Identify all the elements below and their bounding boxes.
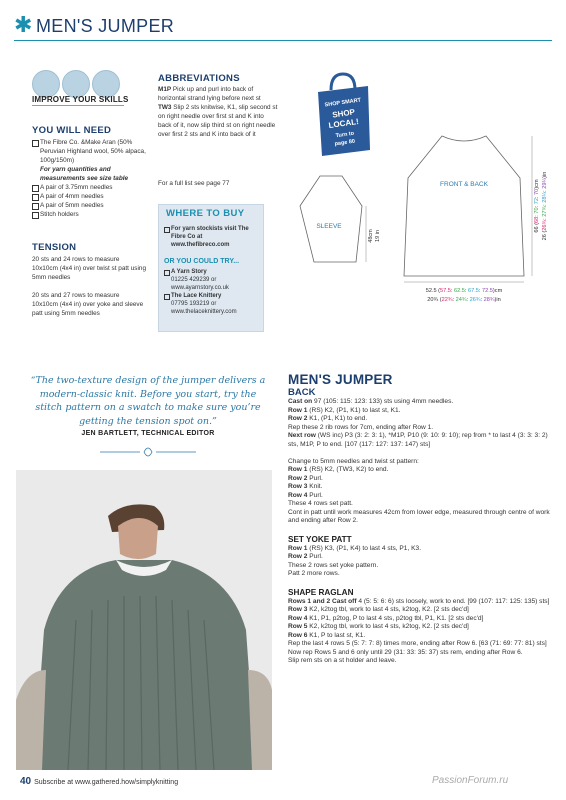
pattern-text: (RS) K3, (P1, K4) to last 4 sts, P1, K3. xyxy=(309,544,422,552)
length-value: 26 xyxy=(542,234,548,241)
improve-divider xyxy=(32,105,124,106)
abbreviations-text xyxy=(158,85,278,139)
pattern-text: Patt 2 more rows. xyxy=(288,570,340,577)
yoke-heading: SET YOKE PATT xyxy=(288,534,352,544)
page-footer xyxy=(20,776,178,787)
length-value: 26¾ xyxy=(542,219,548,231)
shop-name: A Yarn Story xyxy=(164,268,262,276)
watermark: PassionForum.ru xyxy=(432,775,509,786)
pattern-text: (RS) K2, (P1, K1) to last st, K1. xyxy=(309,406,401,414)
width-value: 28¾ xyxy=(483,297,495,303)
length-value: 66 xyxy=(534,226,540,233)
length-value: 68 xyxy=(534,216,540,223)
pattern-text: Purl. xyxy=(309,553,323,560)
pattern-text: Now rep Rows 5 and 6 only until 29 (31: 33: 35: 37) sts rem, ending after Row 6. xyxy=(288,648,523,656)
length-value: 28¼ xyxy=(542,191,548,203)
bag-line: page 80 xyxy=(334,138,356,148)
abbr-def: Pick up and purl into back of horizontal strand lying before next st xyxy=(158,86,261,102)
pattern-text: (RS) K2, (TW3, K2) to end. xyxy=(309,466,389,473)
shop-name: The Lace Knittery xyxy=(164,292,262,300)
checklist-note: For yarn quantities and measurements see size table xyxy=(40,166,129,182)
bag-line: LOCAL! xyxy=(328,116,360,131)
bag-line: SHOP SMART xyxy=(324,97,362,109)
abbr-term: TW3 xyxy=(158,104,172,111)
width-value: 22¾ xyxy=(441,297,453,303)
pattern-text: K2, k2tog tbl, work to last 4 sts, k2tog, K2. [2 sts dec'd] xyxy=(309,623,469,630)
checklist-item: A pair of 4mm needles xyxy=(32,192,152,201)
width-value: 24¾ xyxy=(455,297,467,303)
width-unit: cm xyxy=(494,288,503,294)
width-value: 20¾ xyxy=(427,297,439,303)
length-value: 72 xyxy=(534,198,540,205)
you-will-need-heading: YOU WILL NEED xyxy=(32,125,112,136)
pattern-text: Cont in patt until work measures 42cm from lower edge, measured through centre of work and ending after Row 2. xyxy=(288,508,550,524)
quote-author: JEN BARTLETT, TECHNICAL EDITOR xyxy=(81,430,215,437)
pattern-title: MEN'S JUMPER xyxy=(288,372,393,387)
abbr-def: Slip 2 sts knitwise, K1, slip second st on right needle over first st and K into back of it, now slip third st on right needle over first 2 sts and K into back of it xyxy=(158,104,278,138)
header-divider xyxy=(14,40,552,41)
pattern-text: 97 (105: 115: 123: 133) sts using 4mm needles. xyxy=(314,398,454,405)
sleeve-label: SLEEVE xyxy=(316,223,342,230)
or-heading: OR YOU COULD TRY... xyxy=(164,258,240,265)
abbreviations-footer: For a full list see page 77 xyxy=(158,180,230,187)
checklist-item: A pair of 5mm needles xyxy=(32,201,152,210)
pattern-text: K1, P to last st, K1. xyxy=(309,631,366,639)
tension-heading: TENSION xyxy=(32,242,77,253)
subscribe-link[interactable]: Subscribe at www.gathered.how/simplyknitting xyxy=(34,779,179,786)
checklist-item: The Fibre Co. &Make Aran (50% Peruvian Highland wool, 50% alpaca, 100g/150m) xyxy=(32,138,152,165)
length-value: 29¼ xyxy=(542,177,548,189)
length-value: 70 xyxy=(534,207,540,214)
garment-schematic xyxy=(292,110,556,330)
bag-line: Turn to xyxy=(335,130,355,140)
length-cm-dimension: 66 (68: 70: 72: 70)cm xyxy=(534,179,540,233)
tension-para: 20 sts and 27 rows to measure 10x10cm (4x4 in) over yoke and sleeve patt using 5mm needles xyxy=(32,292,144,317)
pattern-text: These 4 rows set patt. xyxy=(288,500,353,507)
back-heading: BACK xyxy=(288,387,316,398)
pattern-text: Rep the last 4 rows 5 (5: 7: 7: 8) times more, ending after Row 6. [63 (71: 69: 77: 81) sts] xyxy=(288,640,547,647)
raglan-heading: SHAPE RAGLAN xyxy=(288,587,354,597)
flourish-icon xyxy=(100,442,196,462)
length-value: 70 xyxy=(534,188,540,195)
page-number: 40 xyxy=(20,776,32,787)
pattern-text: Rep these 2 rib rows for 7cm, ending after Row 1. xyxy=(288,423,434,431)
width-unit: in xyxy=(496,297,501,303)
tension-para: 20 sts and 24 rows to measure 10x10cm (4x4 in) over twist st patt using 5mm needles xyxy=(32,256,147,281)
pattern-text: K1, (P1, K1) to end. xyxy=(309,415,368,422)
width-value: 57.5 xyxy=(440,288,451,294)
abbreviations-heading: ABBREVIATIONS xyxy=(158,73,240,84)
pattern-text: K2, k2tog tbl, work to last 4 sts, k2tog, K2. [2 sts dec'd] xyxy=(309,606,469,613)
yarn-balls-icon xyxy=(32,70,122,94)
tension-text xyxy=(32,255,147,318)
page-header xyxy=(14,14,554,38)
shop-details: 07795 193219 or www.thelaceknittery.com xyxy=(171,301,237,315)
stockists-item: For yarn stockists visit The Fibre Co at www.thefibreco.com xyxy=(164,225,262,249)
width-cm-dimension: 52.5 (57.5: 62.5: 67.5: 72.5)cm xyxy=(425,288,503,294)
page-title: MEN'S JUMPER xyxy=(36,16,175,36)
pattern-text: 4 (5: 5: 6: 6) sts loosely, work to end. [99 (107: 117: 125: 135) sts] xyxy=(358,597,550,605)
pattern-text: Purl. xyxy=(309,474,323,482)
you-will-need-list xyxy=(32,138,152,219)
pattern-text: Purl. xyxy=(309,491,323,499)
width-in-dimension: 20¾ (22¾: 24¾: 26¾: 28¾)in xyxy=(427,297,501,303)
where-to-buy-heading: WHERE TO BUY xyxy=(166,208,245,219)
length-unit: in xyxy=(542,171,548,176)
pattern-text: Slip rem sts on a st holder and leave. xyxy=(288,657,397,664)
length-in-dimension: 26 (26¾: 27¾: 28¼: 29¼)in xyxy=(542,171,548,241)
width-value: 26¾ xyxy=(469,297,481,303)
pattern-text: Change to 5mm needles and twist st pattern: xyxy=(288,457,419,465)
pattern-text: Knit. xyxy=(309,483,323,490)
star-icon: ✱ xyxy=(14,12,33,37)
pattern-text: These 2 rows set yoke pattern. xyxy=(288,561,379,569)
sleeve-length-in: 19 in xyxy=(375,230,381,242)
model-photo xyxy=(16,470,272,770)
shops-list xyxy=(164,268,262,316)
improve-skills-label: IMPROVE YOUR SKILLS xyxy=(32,95,129,104)
width-value: 52.5 xyxy=(425,288,437,294)
width-value: 62.5 xyxy=(454,288,465,294)
bag-line: SHOP xyxy=(331,107,356,120)
shop-details: 01225 429239 or www.ayarnstory.co.uk xyxy=(171,277,229,291)
pull-quote: “The two-texture design of the jumper delivers a modern-classic knit. Before you start, try the stitch pattern on a swatch to make sure you’re getting the tension spot on.” xyxy=(30,375,266,427)
sleeve-length-cm: 48cm xyxy=(368,229,374,243)
width-value: 67.5 xyxy=(468,288,479,294)
width-value: 72.5 xyxy=(482,288,493,294)
pattern-text: (WS inc) P3 (3: 2: 3: 1), *M1P, P10 (9: 10: 9: 10); rep from * to last 4 (3: 3: 3: 2) sts, M1P, P to end. [107 (117: 127: 137: 147) sts] xyxy=(288,432,548,448)
pattern-text: K1, P1, p2tog, P to last 4 sts, p2tog tbl, P1, K1. [2 sts dec'd] xyxy=(309,614,484,622)
abbr-term: M1P xyxy=(158,86,172,93)
pattern-column: MEN'S JUMPER BACK Cast on 97 (105: 115: 123: 133) sts using 4mm needles. Row 1 (RS) K2, (P1, K1) to last st, K1. Row 2 K1, (P1, K1) to end. Rep these 2 rib rows for 7cm, ending after Row 1. Next row (WS inc) P3 (3: 2: 3: 1), *M1P, P10 (9: 10: 9: 10); rep from * to last 4 (3: 3: 3: 2) sts, M1P, P to end. [107 (117: 127: 137: 147) sts] Change to 5mm needles and twist st pattern: Row 1 (RS) K2, (TW3, K2) to end. Row 2 Purl. Row 3 Knit. Row 4 Purl. These 4 rows set patt. Cont in patt until work measures 42cm from lower edge, measured through centre of work and ending after Row 2. SET YOKE PATT Row 1 (RS) K3, (P1, K4) to last 4 sts, P1, K3. Row 2 Purl. These 2 rows set yoke pattern. Patt 2 more rows. SHAPE RAGLAN Rows 1 and 2 Cast off 4 (5: 5: 6: 6) sts loosely, work to end. [99 (107: 117: 125: 135) sts] Row 3 K2, k2tog tbl, work to last 4 sts, k2tog, K2. [2 sts dec'd] Row 4 K1, P1, p2tog, P to last 4 sts, p2tog tbl, P1, K1. [2 sts dec'd] Row 5 K2, k2tog tbl, work to last 4 sts, k2tog, K2. [2 sts dec'd] Row 6 K1, P to last st, K1. Rep the last 4 rows 5 (5: 7: 7: 8) times more, ending after Row 6. [63 (71: 69: 77: 81) sts] Now rep Rows 5 and 6 only until 29 (31: 33: 35: 37) sts rem, ending after Row 6. Slip rem sts on a st holder and leave. xyxy=(288,373,558,666)
front-back-label: FRONT & BACK xyxy=(440,181,488,188)
where-to-buy-text xyxy=(164,225,262,249)
checklist-item: Stitch holders xyxy=(32,210,152,219)
length-unit: cm xyxy=(534,179,540,187)
checklist-item: A pair of 3.75mm needles xyxy=(32,183,152,192)
length-value: 27¾ xyxy=(542,205,548,217)
